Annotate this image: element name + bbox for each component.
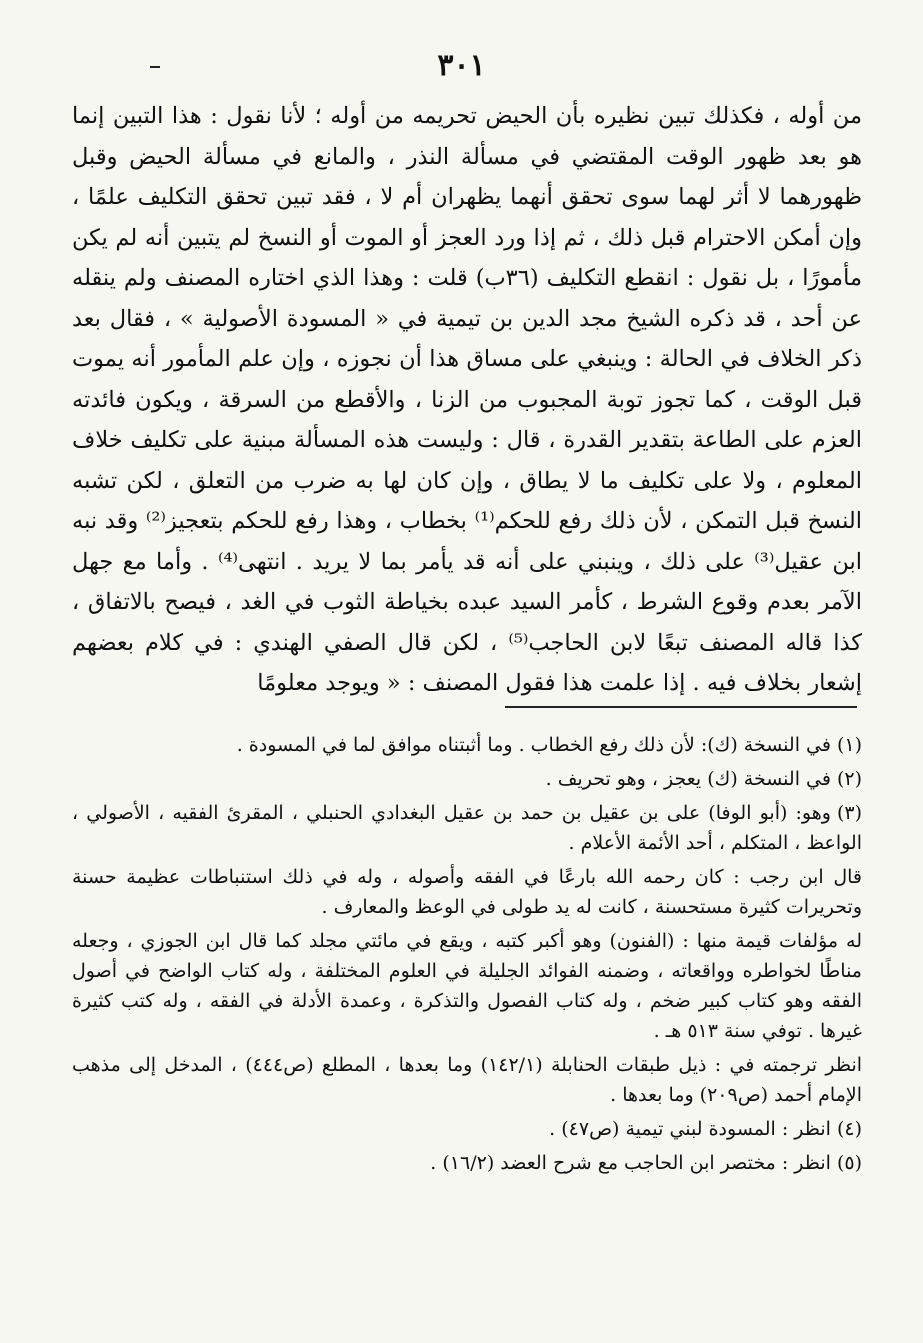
footnote-3-paragraph: انظر ترجمته في : ذيل طبقات الحنابلة (١٤٢/١) وما بعدها ، المطلع (ص٤٤٤) ، المدخل إلى مذهب الإمام أحمد (ص٢٠٩) وما بعدها . <box>72 1054 863 1106</box>
footnote-2 <box>72 764 862 794</box>
footnote-number: (٤) <box>836 1118 862 1140</box>
footnote-number: (١) <box>836 734 862 756</box>
footnote-text: انظر : المسودة لبني تيمية (ص٤٧) . <box>549 1118 831 1140</box>
footnote-5 <box>72 1148 862 1178</box>
footnote-text: في النسخة (ك): لأن ذلك رفع الخطاب . وما أثبتناه موافق لما في المسودة . <box>236 734 831 756</box>
footnotes <box>72 730 862 1182</box>
footnote-number: (٥) <box>836 1152 862 1174</box>
footnote-number: (٣) <box>836 802 862 824</box>
header-dash <box>150 66 160 68</box>
footnote-text: انظر : مختصر ابن الحاجب مع شرح العضد (١٦/٢) . <box>430 1152 831 1174</box>
footnote-number: (٢) <box>836 768 862 790</box>
footnote-3 <box>72 798 862 858</box>
footnote-text: وهو: (أبو الوفا) على بن عقيل بن حمد بن عقيل البغدادي الحنبلي ، المقرئ الفقيه ، الأصولي ، الواعظ ، المتكلم ، أحد الأئمة الأعلام . <box>72 802 862 854</box>
main-text: من أوله ، فكذلك تبين نظيره بأن الحيض تحريمه من أوله ؛ لأنا نقول : هذا التبين إنما هو بعد ظهور الوقت المقتضي في مسألة النذر ، والمانع في مسألة الحيض وقبل ظهورهما لا أثر لهما سوى تحقق أنهما يظهران أم لا ، فقد تبين تحقق التكليف علمًا ، وإن أمكن الاحترام قبل ذلك ، ثم إذا ورد العجز أو الموت أو النسخ لم يتبين أنه لم يكن مأمورًا ، بل نقول : انقطع التكليف (٣٦ب) قلت : وهذا الذي اختاره المصنف ولم ينقله عن أحد ، قد ذكره الشيخ مجد الدين بن تيمية في « المسودة الأصولية » ، فقال بعد ذكر الخلاف في الحالة : وينبغي على مساق هذا أن نجوزه ، وإن علم المأمور أنه يموت قبل الوقت ، كما تجوز توبة المجبوب من الزنا ، والأقطع من السرقة ، ويكون فائدته العزم على الطاعة بتقدير القدرة ، قال : وليست هذه المسألة مبنية على تكليف خلاف المعلوم ، ولا على تكليف ما لا يطاق ، وإن كان لها به ضرب من التعلق ، لكن تشبه النسخ قبل التمكن ، لأن ذلك رفع للحكم⁽¹⁾ بخطاب ، وهذا رفع للحكم بتعجيز⁽²⁾ وقد نبه ابن عقيل⁽³⁾ على ذلك ، وينبني على أنه قد يأمر بما لا يريد . انتهى⁽⁴⁾ . وأما مع جهل الآمر بعدم وقوع الشرط ، كأمر السيد عبده بخياطة الثوب في الغد ، فيصح بالاتفاق ، كذا قاله المصنف تبعًا لابن الحاجب⁽⁵⁾ ، لكن قال الصفي الهندي : في كلام بعضهم إشعار بخلاف فيه . إذا علمت هذا فقول المصنف : « ويوجد معلومًا <box>72 103 863 696</box>
page-number: ٣٠١ <box>437 48 486 83</box>
footnote-3-paragraph: قال ابن رجب : كان رحمه الله بارعًا في الفقه وأصوله ، وله في ذلك استنباطات عظيمة حسنة وتحريرات كثيرة مستحسنة ، كانت له يد طولى في الوعظ والمعارف . <box>72 866 862 918</box>
footnote-separator <box>505 706 857 708</box>
footnote-4 <box>72 1114 862 1144</box>
footnote-1 <box>72 730 862 760</box>
footnote-text: في النسخة (ك) يعجز ، وهو تحريف . <box>545 768 831 790</box>
footnote-3-paragraph: له مؤلفات قيمة منها : (الفنون) وهو أكبر كتبه ، ويقع في مائتي مجلد كما قال ابن الجوزي ، وجعله مناطًا لخواطره وواقعاته ، وضمنه الفوائد الجليلة في العلوم المختلفة ، وله كتاب الواضح في أصول الفقه وهو كتاب كبير ضخم ، وله كتاب الفصول والتذكرة ، وعمدة الأدلة في الفقه ، وله كتب كثيرة غيرها . توفي سنة ٥١٣ هـ . <box>72 930 862 1042</box>
